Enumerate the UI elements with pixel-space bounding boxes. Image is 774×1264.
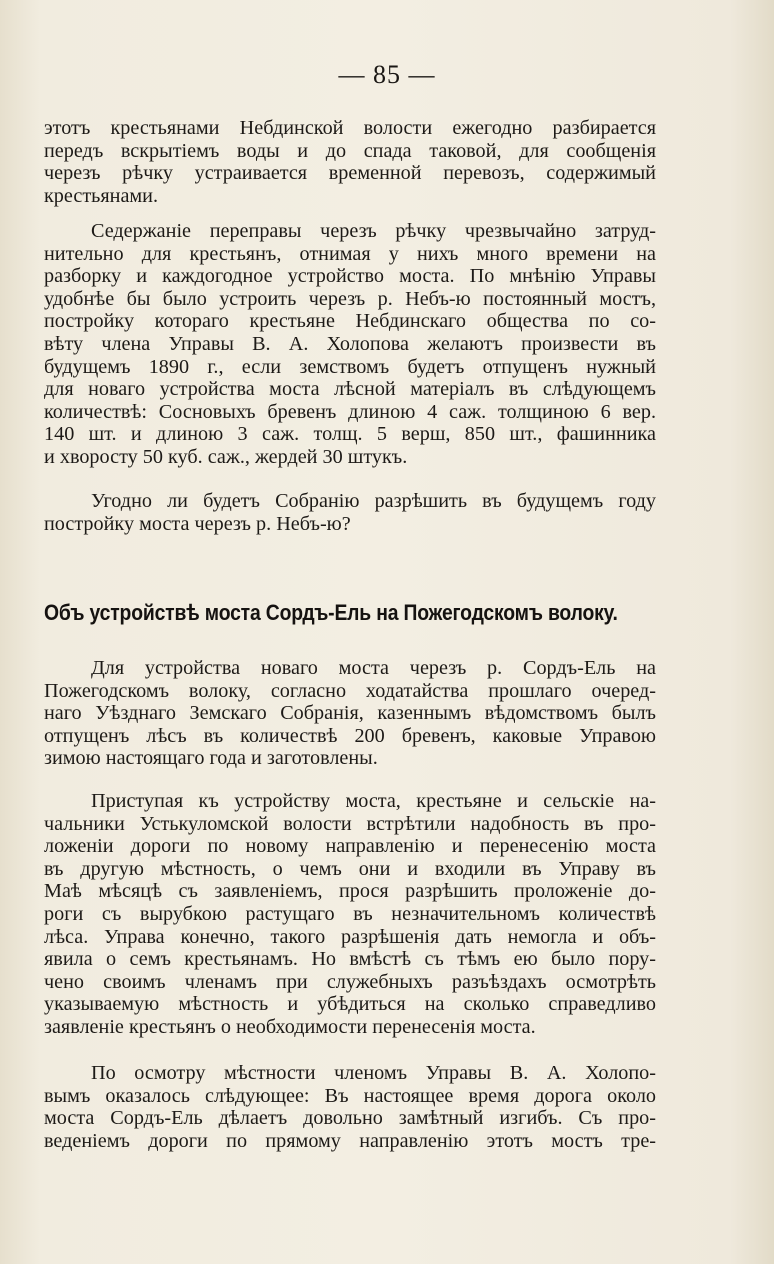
text-line: Приступая къ устройству моста, крестьяне и сельскіе на- (91, 790, 656, 812)
text-line: для новаго устройства моста лѣсной матеріалъ въ слѣдующемъ (44, 378, 656, 401)
text-line: По осмотру мѣстности членомъ Управы В. А. Холопо- (91, 1062, 656, 1084)
text-line: этотъ крестьянами Небдинской волости ежегодно разбирается (44, 117, 656, 139)
paragraph-4 (44, 657, 656, 770)
text-line: моста Сордъ-Ель дѣлаетъ довольно замѣтный изгибъ. Съ про- (44, 1107, 656, 1130)
text-line: будущемъ 1890 г., если земствомъ будетъ отпущенъ нужный (44, 355, 656, 378)
text-line: указываемую мѣстность и убѣдиться на сколько справедливо (44, 993, 656, 1016)
text-line: явила о семъ крестьянамъ. Но вмѣстѣ съ тѣмъ ею было пору- (44, 948, 656, 971)
text-line: отпущенъ лѣсъ въ количествѣ 200 бревенъ, каковые Управою (44, 724, 656, 747)
text-line: лѣса. Управа конечно, такого разрѣшенія дать немогла и объ- (44, 925, 656, 948)
text-line: удобнѣе бы было устроить черезъ р. Небъ-ю постоянный мостъ, (44, 287, 656, 310)
text-line: роги съ вырубкою растущаго въ незначительномъ количествѣ (44, 902, 656, 925)
text-line: чальники Устькуломской волости встрѣтили надобность въ про- (44, 812, 656, 835)
paragraph-3 (44, 490, 656, 535)
section-heading: Объ устройствѣ моста Сордъ-Ель на Пожегодскомъ волоку. (44, 600, 618, 625)
text-line: Седержаніе переправы черезъ рѣчку чрезвычайно затруд- (91, 220, 656, 242)
text-line: 140 шт. и длиною 3 саж. толщ. 5 верш, 850 шт., фашинника (44, 423, 656, 446)
text-line: Пожегодскомъ волоку, согласно ходатайства прошлаго очеред- (44, 679, 656, 702)
text-line: Маѣ мѣсяцѣ съ заявленіемъ, прося разрѣшить проложеніе до- (44, 880, 656, 903)
text-line: въ другую мѣстность, о чемъ они и входили въ Управу въ (44, 857, 656, 880)
text-line: разборку и каждогодное устройство моста. По мнѣнію Управы (44, 265, 656, 288)
page-number: — 85 — (338, 60, 436, 89)
paragraph-6 (44, 1062, 656, 1152)
text-line: вымъ оказалось слѣдующее: Въ настоящее время дорога около (44, 1084, 656, 1107)
text-line: зимою настоящаго года и заготовлены. (44, 747, 378, 770)
text-line: Угодно ли будетъ Собранію разрѣшить въ будущемъ году (91, 490, 656, 512)
text-line: ложеніи дороги по новому направленію и перенесенію моста (44, 835, 656, 858)
text-line: наго Уѣзднаго Земскаго Собранія, казеннымъ вѣдомствомъ былъ (44, 702, 656, 725)
paragraph-5 (44, 790, 656, 1039)
text-line: черезъ рѣчку устраивается временной перевозъ, содержимый (44, 162, 656, 185)
text-line: вѣту члена Управы В. А. Холопова желаютъ произвести въ (44, 332, 656, 355)
text-line: Для устройства новаго моста черезъ р. Сордъ-Ель на (91, 657, 656, 679)
paragraph-2 (44, 220, 656, 469)
text-line: веденіемъ дороги по прямому направленію этотъ мостъ тре- (44, 1129, 656, 1152)
text-line: нительно для крестьянъ, отнимая у нихъ много времени на (44, 242, 656, 265)
text-line: крестьянами. (44, 184, 159, 207)
text-line: количествѣ: Сосновыхъ бревенъ длиною 4 саж. толщиною 6 вер. (44, 400, 656, 423)
text-line: передъ вскрытіемъ воды и до спада таковой, для сообщенія (44, 139, 656, 162)
text-line: и хворосту 50 куб. саж., жердей 30 штукъ. (44, 445, 408, 468)
text-line: чено своимъ членамъ при служебныхъ разъѣздахъ осмотрѣть (44, 970, 656, 993)
text-line: постройку моста черезъ р. Небъ-ю? (44, 512, 351, 535)
paragraph-1 (44, 117, 656, 207)
text-line: заявленіе крестьянъ о необходимости перенесенія моста. (44, 1015, 536, 1038)
text-line: постройку котораго крестьяне Небдинскаго общества по со- (44, 310, 656, 333)
